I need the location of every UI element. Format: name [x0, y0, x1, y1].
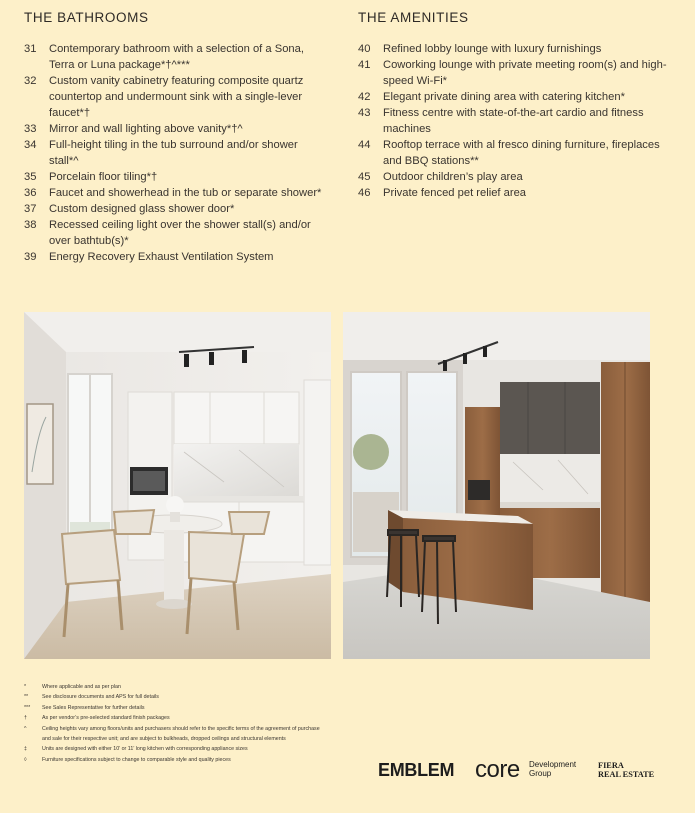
list-item	[24, 201, 324, 217]
item-text: Private fenced pet relief area	[383, 187, 527, 199]
item-number: 38	[24, 219, 37, 231]
item-number: 45	[358, 171, 371, 183]
footnote-text: See Sales Representative for further details	[42, 704, 145, 711]
footnote-text: Ceiling heights vary among floors/units and purchasers should refer to the specific terms of the agreement of purchase and sale for their respective unit; and are subject to bulkheads, dropped ceilings and structural elements	[42, 725, 320, 743]
dining-room-photo	[24, 312, 331, 659]
list-item	[24, 41, 324, 73]
amenities-list	[358, 41, 668, 201]
list-item	[24, 137, 324, 169]
list-item	[24, 249, 324, 265]
footnote	[24, 744, 324, 754]
item-number: 44	[358, 139, 371, 151]
item-number: 36	[24, 187, 37, 199]
footnote-symbol: **	[24, 694, 29, 701]
item-text: Outdoor children’s play area	[383, 171, 523, 183]
item-text: Custom vanity cabinetry featuring composite quartz countertop and undermount sink with a single-lever faucet*†	[49, 75, 304, 119]
bathrooms-heading: THE BATHROOMS	[24, 10, 149, 25]
footnote	[24, 692, 324, 702]
list-item	[24, 185, 324, 201]
list-item	[358, 137, 668, 169]
item-text: Fitness centre with state-of-the-art cardio and fitness machines	[383, 107, 644, 135]
item-text: Porcelain floor tiling*†	[49, 171, 158, 183]
footnote-text: As per vendor’s pre-selected standard finish packages	[42, 715, 170, 722]
footnote-text: Units are designed with either 10’ or 11’ long kitchen with corresponding appliance sizes	[42, 746, 248, 753]
footnote	[24, 682, 324, 692]
item-text: Coworking lounge with private meeting room(s) and high-speed Wi-Fi*	[383, 59, 667, 87]
footnotes	[24, 682, 324, 765]
list-item	[358, 169, 668, 185]
footnote	[24, 713, 324, 723]
item-number: 33	[24, 123, 37, 135]
fiera-logo	[598, 761, 668, 779]
item-text: Custom designed glass shower door*	[49, 203, 235, 215]
list-item	[358, 185, 668, 201]
footnote-symbol: ^	[24, 725, 27, 732]
core-subtitle-line-2: Group	[529, 768, 552, 778]
item-text: Contemporary bathroom with a selection of a Sona, Terra or Luna package*†^***	[49, 43, 304, 71]
item-number: 35	[24, 171, 37, 183]
footnote-symbol: ◊	[24, 756, 27, 763]
footnote-symbol: ‡	[24, 746, 27, 753]
footnote-text: Where applicable and as per plan	[42, 684, 121, 690]
item-number: 31	[24, 43, 37, 55]
item-number: 34	[24, 139, 37, 151]
footnote-symbol: *	[24, 684, 27, 690]
item-text: Rooftop terrace with al fresco dining furniture, fireplaces and BBQ stations**	[383, 139, 660, 167]
amenities-section	[358, 10, 668, 201]
list-item	[358, 57, 668, 89]
footnote	[24, 703, 324, 713]
item-text: Recessed ceiling light over the shower stall(s) and/or over bathtub(s)*	[49, 219, 311, 247]
list-item	[24, 73, 324, 121]
list-item	[24, 169, 324, 185]
list-item	[358, 41, 668, 57]
footnote-symbol: ***	[24, 704, 31, 711]
item-text: Faucet and showerhead in the tub or separate shower*	[49, 187, 322, 199]
list-item	[24, 121, 324, 137]
bathrooms-list	[24, 41, 324, 265]
item-number: 46	[358, 187, 371, 199]
item-text: Refined lobby lounge with luxury furnishings	[383, 43, 602, 55]
fiera-logo-line-1: FIERA	[598, 761, 624, 770]
item-number: 40	[358, 43, 371, 55]
core-subtitle-line-1: Development	[529, 760, 577, 769]
item-number: 39	[24, 251, 37, 263]
footnote	[24, 755, 324, 765]
item-number: 41	[358, 59, 371, 71]
emblem-logo: EMBLEM	[378, 760, 455, 780]
list-item	[24, 217, 324, 249]
footnote-text: Furniture specifications subject to change to comparable style and quality pieces	[42, 756, 231, 763]
fiera-logo-line-2: REAL ESTATE	[598, 770, 655, 779]
item-number: 32	[24, 75, 37, 87]
core-logo-subtitle	[529, 761, 589, 778]
core-logo: core	[475, 756, 520, 783]
list-item	[358, 89, 668, 105]
amenities-heading: THE AMENITIES	[358, 10, 469, 25]
kitchen-photo	[343, 312, 650, 659]
item-text: Elegant private dining area with catering kitchen*	[383, 91, 625, 103]
item-number: 37	[24, 203, 37, 215]
footnote-text: See disclosure documents and APS for full details	[42, 694, 159, 701]
footnote-symbol: †	[24, 715, 27, 722]
item-number: 42	[358, 91, 371, 103]
item-text: Energy Recovery Exhaust Ventilation System	[49, 251, 274, 263]
item-number: 43	[358, 107, 371, 119]
list-item	[358, 105, 668, 137]
item-text: Full-height tiling in the tub surround and/or shower stall*^	[49, 139, 298, 167]
developer-logos	[378, 758, 668, 782]
footnote	[24, 724, 324, 745]
bathrooms-section	[24, 10, 324, 265]
item-text: Mirror and wall lighting above vanity*†^	[49, 123, 243, 135]
